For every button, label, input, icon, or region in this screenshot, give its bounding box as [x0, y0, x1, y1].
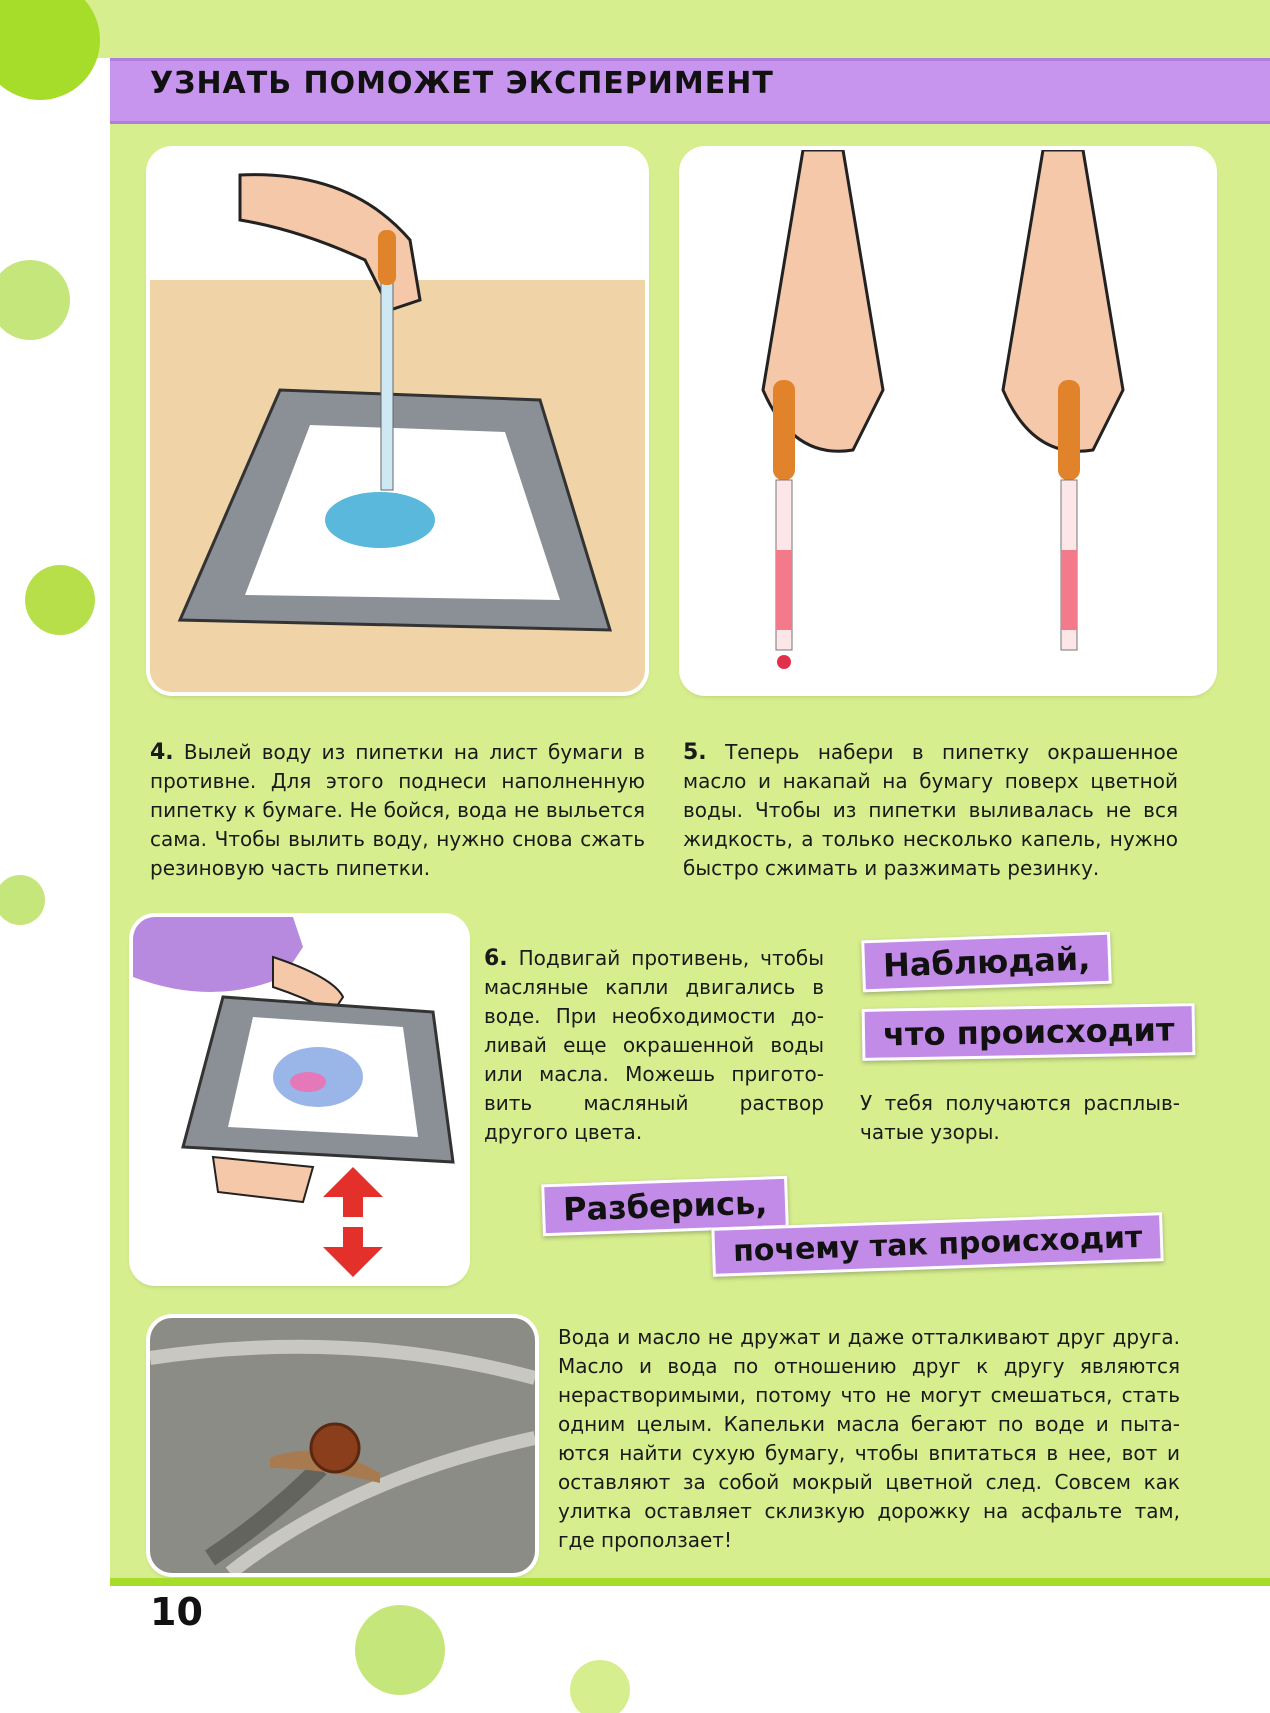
explain-tag-line2: почему так происходит [711, 1212, 1164, 1277]
illustration-two-pipettes [683, 150, 1213, 692]
illustration-pipette-tray [150, 150, 645, 692]
step-6-text [484, 944, 824, 1147]
step-4-number: 4. [150, 740, 174, 765]
bottom-stripe [110, 1578, 1270, 1586]
explain-tag-line1: Разберись, [541, 1176, 789, 1237]
illustration-moving-tray [133, 917, 466, 1282]
explain-text: Вода и масло не дружат и даже отталкивают друг друга. Масло и вода по отношению друг к другу являются нерастворимыми, потому что не могут смешаться, стать одним целым. Капельки масла бегают по воде и пытаются найти сухую бумагу, чтобы впитаться в нее, вот и оставляют за собой мокрый цветной след. Совсем как улитка оставляет склизкую дорожку на асфальте там, где проползает! [558, 1325, 1180, 1552]
observe-tag-line2: что происходит [862, 1003, 1196, 1061]
page-title: УЗНАТЬ ПОМОЖЕТ ЭКСПЕРИМЕНТ [150, 66, 774, 101]
step-6-number: 6. [484, 946, 508, 971]
step-6-body: Подвигай противень, чтобы масляные капли двигались в воде. При необходимости доливай еще окрашенной воды или масла. Можешь приготовить масляный раствор другого цвета. [484, 946, 825, 1144]
observe-tag-line1: Наблюдай, [861, 932, 1112, 993]
step-5-number: 5. [683, 740, 707, 765]
step-4-body: Вылей воду из пипетки на лист бумаги в противне. Для этого поднеси наполненную пипетку к бумаге. Не бойся, вода не выльется сама. Чтобы вылить воду, нужно снова сжать резиновую часть пипетки. [150, 740, 646, 880]
step-5-text [683, 738, 1178, 883]
observe-text: У тебя получаются расплывчатые узоры. [860, 1091, 1180, 1144]
page-number: 10 [150, 1590, 203, 1634]
step-5-body: Теперь набери в пипетку окрашенное масло и накапай на бумагу поверх цветной воды. Чтобы из пипетки выливалась не вся жидкость, а только несколько капель, нужно быстро сжимать и разжимать резинку. [683, 740, 1179, 880]
step-4-text [150, 738, 645, 883]
photo-snail [150, 1318, 535, 1573]
